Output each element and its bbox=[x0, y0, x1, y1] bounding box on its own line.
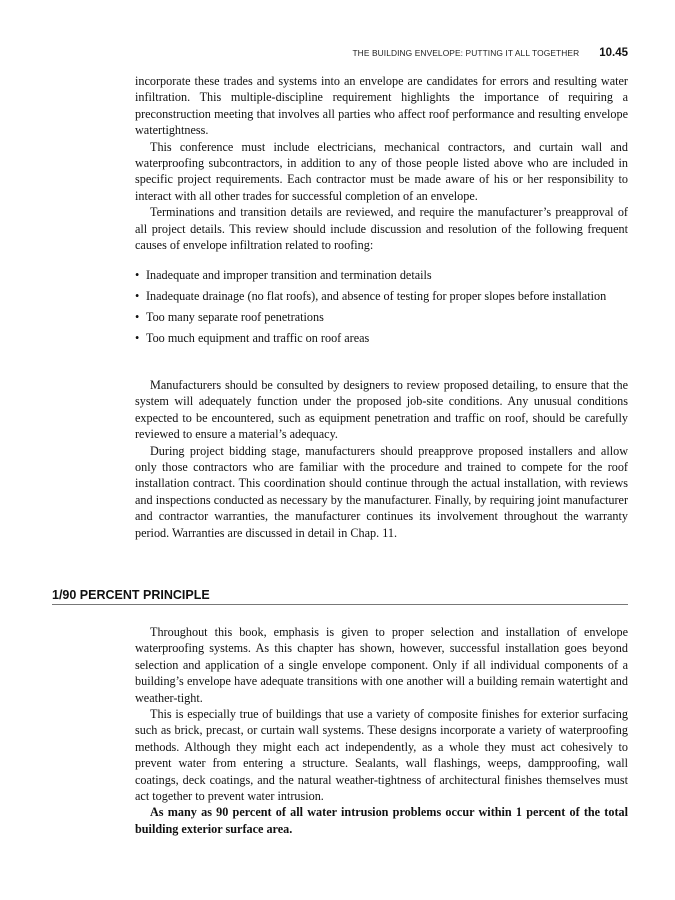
body-text-middle bbox=[135, 377, 628, 541]
paragraph: Throughout this book, emphasis is given to proper selection and installation of envelope waterproofing systems. As this chapter has shown, however, successful installation goes beyond selection and application of a single envelope component. Only if all individual components of a building’s envelope have adequate transitions with one another will a building remain watertight and weather-tight. bbox=[135, 625, 628, 705]
bullet-icon: • bbox=[135, 330, 140, 345]
bullet-list bbox=[135, 267, 628, 351]
paragraph: This is especially true of buildings that use a variety of composite finishes for exterior surfacing such as brick, precast, or curtain wall systems. These designs incorporate a variety of waterproofing methods. Although they might each act independently, as a whole they must act cohesively to prevent water from entering a structure. Sealants, wall flashings, weeps, dampproofing, wall coatings, deck coatings, and the natural weather-tightness of architectural finishes themselves must act together to prevent water intrusion. bbox=[135, 707, 628, 804]
list-item-text: Inadequate drainage (no flat roofs), and absence of testing for proper slopes before installation bbox=[146, 288, 607, 303]
section-body bbox=[135, 624, 628, 837]
paragraph: Manufacturers should be consulted by designers to review proposed detailing, to ensure that the system will adequately function under the proposed job-site conditions. Any unusual conditions expected to be encountered, such as equipment penetration and traffic on roof, should be carefully reviewed to ensure a material’s adequacy. bbox=[135, 378, 628, 442]
paragraph: incorporate these trades and systems into an envelope are candidates for errors and resulting water infiltration. This multiple-discipline requirement highlights the importance of requiring a preconstruction meeting that involves all parties who affect roof performance and resulting envelope watertightness. bbox=[135, 74, 628, 138]
bullet-icon: • bbox=[135, 268, 140, 282]
list-item-text: Too much equipment and traffic on roof areas bbox=[146, 330, 370, 345]
list-item-text: Too many separate roof penetrations bbox=[146, 309, 324, 324]
section-heading: 1/90 PERCENT PRINCIPLE bbox=[52, 588, 628, 605]
page-number: 10.45 bbox=[599, 47, 628, 59]
paragraph: During project bidding stage, manufacturers should preapprove proposed installers and allow only those contractors who are familiar with the procedure and trained to compete for the roof installation contract. This coordination should continue through the actual installation, with reviews and inspections conducted as necessary by the manufacturer. Finally, by requiring joint manufacturer and contractor warranties, the manufacturer continues its involvement throughout the warranty period. Warranties are discussed in detail in Chap. 11. bbox=[135, 443, 628, 540]
list-item-text: Inadequate and improper transition and termination details bbox=[146, 268, 432, 282]
emphasis-statement: As many as 90 percent of all water intrusion problems occur within 1 percent of the total building exterior surface area. bbox=[135, 805, 628, 836]
list-item bbox=[135, 330, 628, 346]
paragraph: Terminations and transition details are reviewed, and require the manufacturer’s preapproval of all project details. This review should include discussion and resolution of the following frequent causes of envelope infiltration related to roofing: bbox=[135, 205, 628, 253]
running-head bbox=[135, 47, 628, 59]
list-item bbox=[135, 288, 628, 304]
running-title: THE BUILDING ENVELOPE: PUTTING IT ALL TOGETHER bbox=[352, 48, 580, 58]
list-item bbox=[135, 309, 628, 325]
bullet-icon: • bbox=[135, 288, 140, 303]
paragraph: This conference must include electricians, mechanical contractors, and curtain wall and waterproofing subcontractors, in addition to any of those people listed above who are included in specific project requirements. Each contractor must be made aware of his or her responsibility to interact with all other trades for successful completion of an envelope. bbox=[135, 139, 628, 203]
bullet-icon: • bbox=[135, 309, 140, 324]
body-text-top bbox=[135, 73, 628, 253]
list-item bbox=[135, 267, 628, 283]
